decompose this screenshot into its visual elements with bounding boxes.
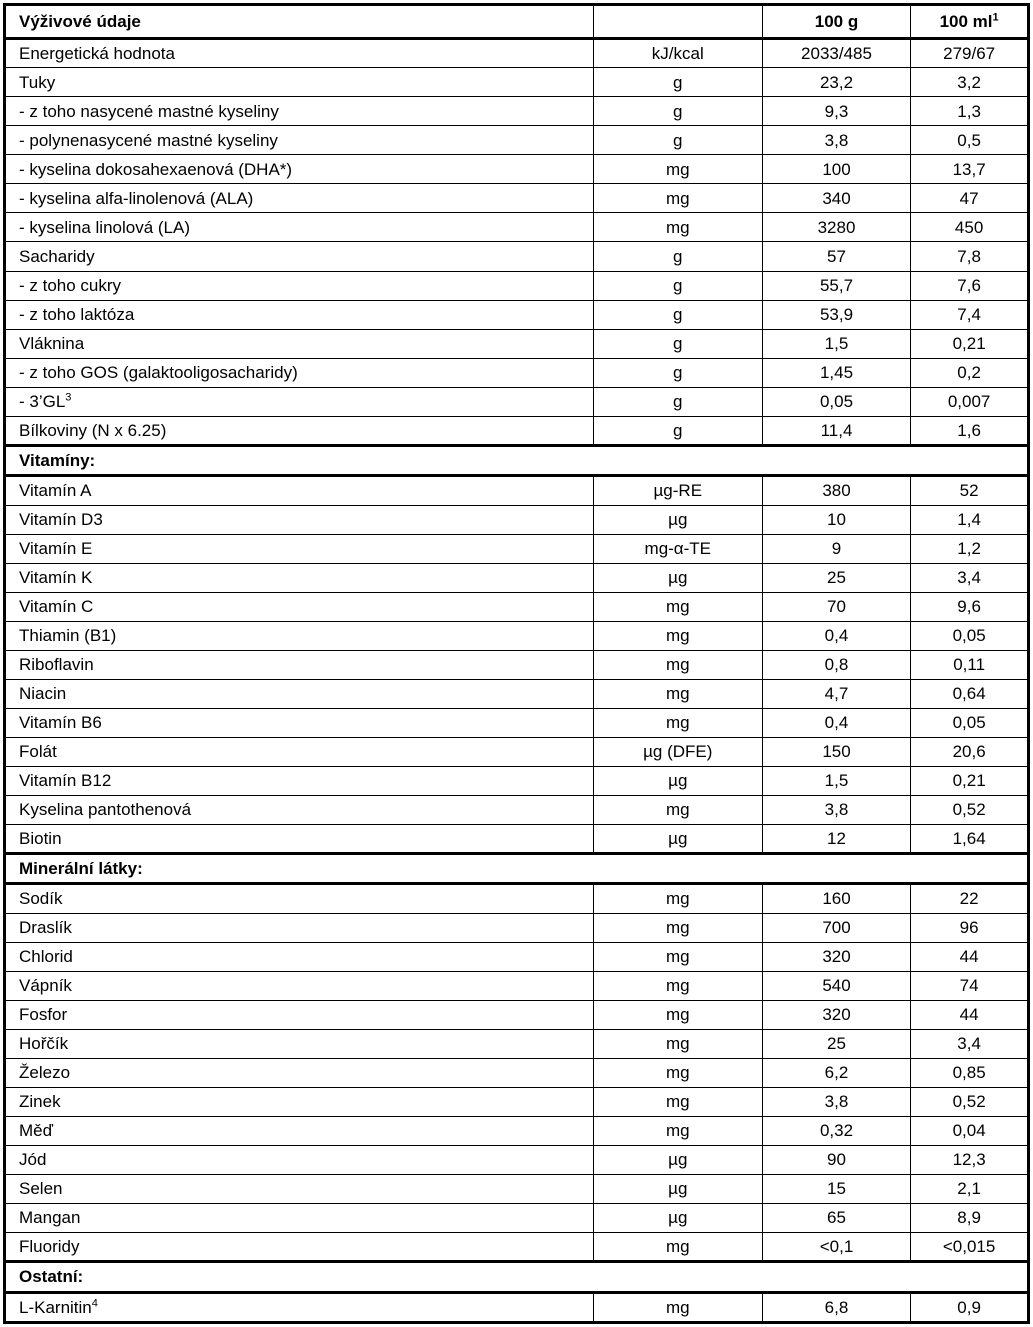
- nutrient-label: - z toho nasycené mastné kyseliny: [5, 97, 594, 126]
- unit-cell: mg: [593, 1116, 762, 1145]
- unit-cell: mg: [593, 592, 762, 621]
- unit-cell: µg-RE: [593, 476, 762, 505]
- value-100g-cell: 0,8: [762, 650, 910, 679]
- value-100ml-cell: 0,21: [911, 766, 1029, 795]
- unit-cell: mg: [593, 621, 762, 650]
- nutrient-label: - polynenasycené mastné kyseliny: [5, 126, 594, 155]
- value-100ml-cell: 0,85: [911, 1058, 1029, 1087]
- value-100ml-cell: 1,4: [911, 505, 1029, 534]
- unit-cell: g: [593, 242, 762, 271]
- nutrient-label: Riboflavin: [5, 650, 594, 679]
- table-row: [5, 766, 1029, 795]
- unit-cell: mg: [593, 795, 762, 824]
- unit-cell: mg: [593, 1058, 762, 1087]
- table-row: [5, 592, 1029, 621]
- value-100g-cell: 10: [762, 505, 910, 534]
- value-100ml-cell: 3,2: [911, 68, 1029, 97]
- value-100ml-cell: 450: [911, 213, 1029, 242]
- section-header-label: Vitamíny:: [5, 445, 1029, 475]
- nutrient-label: Fluoridy: [5, 1233, 594, 1262]
- value-100ml-cell: 0,5: [911, 126, 1029, 155]
- unit-cell: mg: [593, 1292, 762, 1322]
- value-100g-cell: 55,7: [762, 271, 910, 300]
- unit-cell: µg: [593, 1204, 762, 1233]
- table-row: [5, 708, 1029, 737]
- value-100g-cell: <0,1: [762, 1233, 910, 1262]
- unit-cell: µg (DFE): [593, 737, 762, 766]
- value-100g-cell: 15: [762, 1174, 910, 1203]
- value-100g-cell: 1,45: [762, 358, 910, 387]
- table-row: [5, 126, 1029, 155]
- section-header-row: [5, 445, 1029, 475]
- table-row: [5, 650, 1029, 679]
- unit-cell: µg: [593, 505, 762, 534]
- value-100ml-cell: 52: [911, 476, 1029, 505]
- unit-cell: mg: [593, 708, 762, 737]
- value-100ml-cell: 13,7: [911, 155, 1029, 184]
- value-100ml-cell: <0,015: [911, 1233, 1029, 1262]
- nutrient-label: Měď: [5, 1116, 594, 1145]
- value-100g-cell: 540: [762, 971, 910, 1000]
- table-row: [5, 1087, 1029, 1116]
- value-100g-cell: 380: [762, 476, 910, 505]
- value-100g-cell: 70: [762, 592, 910, 621]
- unit-cell: mg: [593, 155, 762, 184]
- table-row: [5, 563, 1029, 592]
- value-100g-cell: 0,4: [762, 708, 910, 737]
- nutrient-label: Vitamín E: [5, 534, 594, 563]
- unit-cell: mg: [593, 884, 762, 913]
- table-row: [5, 213, 1029, 242]
- table-row: [5, 1292, 1029, 1322]
- value-100ml-cell: 7,8: [911, 242, 1029, 271]
- unit-cell: mg: [593, 650, 762, 679]
- unit-cell: mg: [593, 184, 762, 213]
- column-header-100ml: [911, 5, 1029, 39]
- value-100ml-cell: 96: [911, 913, 1029, 942]
- nutrient-label: Biotin: [5, 824, 594, 853]
- unit-cell: mg: [593, 1087, 762, 1116]
- value-100g-cell: 0,32: [762, 1116, 910, 1145]
- nutrition-table-body: [5, 39, 1029, 1323]
- section-header-label: Ostatní:: [5, 1262, 1029, 1292]
- nutrient-label: Fosfor: [5, 1000, 594, 1029]
- value-100ml-cell: 0,05: [911, 621, 1029, 650]
- nutrient-label: Železo: [5, 1058, 594, 1087]
- nutrient-label: Vápník: [5, 971, 594, 1000]
- value-100g-cell: 100: [762, 155, 910, 184]
- unit-cell: mg: [593, 679, 762, 708]
- value-100g-cell: 2033/485: [762, 39, 910, 68]
- value-100g-cell: 9,3: [762, 97, 910, 126]
- table-row: [5, 679, 1029, 708]
- unit-cell: g: [593, 97, 762, 126]
- value-100ml-cell: 1,64: [911, 824, 1029, 853]
- value-100ml-cell: 1,2: [911, 534, 1029, 563]
- table-row: [5, 621, 1029, 650]
- nutrient-label: Thiamin (B1): [5, 621, 594, 650]
- value-100ml-cell: 3,4: [911, 563, 1029, 592]
- table-title: Výživové údaje: [5, 5, 594, 39]
- value-100g-cell: 320: [762, 1000, 910, 1029]
- value-100ml-cell: 1,6: [911, 416, 1029, 445]
- value-100g-cell: 53,9: [762, 300, 910, 329]
- value-100ml-cell: 22: [911, 884, 1029, 913]
- table-row: [5, 416, 1029, 445]
- nutrient-label: Sacharidy: [5, 242, 594, 271]
- nutrient-label: - kyselina dokosahexaenová (DHA*): [5, 155, 594, 184]
- table-row: [5, 358, 1029, 387]
- value-100ml-cell: 279/67: [911, 39, 1029, 68]
- nutrient-label: - z toho cukry: [5, 271, 594, 300]
- value-100g-cell: 150: [762, 737, 910, 766]
- table-row: [5, 1233, 1029, 1262]
- nutrient-label: Vitamín A: [5, 476, 594, 505]
- value-100ml-cell: 0,64: [911, 679, 1029, 708]
- unit-cell: g: [593, 358, 762, 387]
- value-100ml-cell: 0,9: [911, 1292, 1029, 1322]
- unit-cell: µg: [593, 1145, 762, 1174]
- value-100g-cell: 57: [762, 242, 910, 271]
- table-row: [5, 1174, 1029, 1203]
- nutrient-label: Kyselina pantothenová: [5, 795, 594, 824]
- value-100g-cell: 3,8: [762, 1087, 910, 1116]
- nutrient-label: L-Karnitin$^4$: [5, 1292, 594, 1322]
- table-row: [5, 271, 1029, 300]
- value-100ml-cell: 0,52: [911, 1087, 1029, 1116]
- value-100g-cell: 65: [762, 1204, 910, 1233]
- value-100g-cell: 6,2: [762, 1058, 910, 1087]
- unit-cell: mg: [593, 913, 762, 942]
- value-100ml-cell: 0,21: [911, 329, 1029, 358]
- unit-cell: mg-α-TE: [593, 534, 762, 563]
- table-row: [5, 184, 1029, 213]
- value-100g-cell: 12: [762, 824, 910, 853]
- nutrient-label: - $3’GL^3$: [5, 387, 594, 416]
- table-row: [5, 387, 1029, 416]
- value-100g-cell: 1,5: [762, 766, 910, 795]
- value-100ml-cell: 12,3: [911, 1145, 1029, 1174]
- table-row: [5, 942, 1029, 971]
- unit-cell: mg: [593, 1000, 762, 1029]
- value-100ml-cell: 7,6: [911, 271, 1029, 300]
- value-100ml-cell: 0,04: [911, 1116, 1029, 1145]
- footnote-marker-3: 3: [65, 391, 72, 404]
- table-row: [5, 242, 1029, 271]
- nutrient-label: Mangan: [5, 1204, 594, 1233]
- unit-cell: mg: [593, 213, 762, 242]
- value-100ml-cell: 2,1: [911, 1174, 1029, 1203]
- value-100ml-cell: 0,05: [911, 708, 1029, 737]
- unit-cell: µg: [593, 563, 762, 592]
- nutrient-label: Folát: [5, 737, 594, 766]
- value-100g-cell: 25: [762, 563, 910, 592]
- table-row: [5, 505, 1029, 534]
- nutrient-label: Draslík: [5, 913, 594, 942]
- table-row: [5, 795, 1029, 824]
- nutrient-label: Hořčík: [5, 1029, 594, 1058]
- nutrient-label: Jód: [5, 1145, 594, 1174]
- table-row: [5, 1058, 1029, 1087]
- value-100ml-cell: 44: [911, 1000, 1029, 1029]
- value-100ml-cell: 3,4: [911, 1029, 1029, 1058]
- nutrient-label: Bílkoviny (N x 6.25): [5, 416, 594, 445]
- table-row: [5, 1116, 1029, 1145]
- unit-cell: mg: [593, 1233, 762, 1262]
- value-100g-cell: 340: [762, 184, 910, 213]
- value-100g-cell: 25: [762, 1029, 910, 1058]
- table-row: [5, 300, 1029, 329]
- unit-cell: g: [593, 126, 762, 155]
- table-row: [5, 1000, 1029, 1029]
- value-100ml-cell: 74: [911, 971, 1029, 1000]
- value-100ml-cell: 0,007: [911, 387, 1029, 416]
- value-100ml-cell: 9,6: [911, 592, 1029, 621]
- value-100g-cell: 160: [762, 884, 910, 913]
- nutrient-label: Tuky: [5, 68, 594, 97]
- value-100ml-cell: 0,2: [911, 358, 1029, 387]
- unit-cell: mg: [593, 971, 762, 1000]
- unit-cell: kJ/kcal: [593, 39, 762, 68]
- nutrient-label: Chlorid: [5, 942, 594, 971]
- value-100g-cell: 1,5: [762, 329, 910, 358]
- nutrient-label: Vláknina: [5, 329, 594, 358]
- unit-cell: g: [593, 387, 762, 416]
- unit-cell: g: [593, 416, 762, 445]
- column-header-100ml-text: 100 ml: [939, 11, 993, 31]
- table-row: [5, 155, 1029, 184]
- table-row: [5, 1204, 1029, 1233]
- footnote-marker-4: 4: [91, 1297, 98, 1310]
- table-row: [5, 737, 1029, 766]
- nutrition-table: [3, 3, 1030, 1324]
- value-100ml-cell: 0,52: [911, 795, 1029, 824]
- unit-cell: g: [593, 68, 762, 97]
- value-100ml-cell: 44: [911, 942, 1029, 971]
- nutrient-label: - kyselina alfa-linolenová (ALA): [5, 184, 594, 213]
- nutrient-label: Vitamín K: [5, 563, 594, 592]
- table-row: [5, 1029, 1029, 1058]
- unit-cell: mg: [593, 1029, 762, 1058]
- nutrient-label: - kyselina linolová (LA): [5, 213, 594, 242]
- column-header-100g: 100 g: [762, 5, 910, 39]
- table-row: [5, 824, 1029, 853]
- unit-cell: mg: [593, 942, 762, 971]
- value-100g-cell: 3,8: [762, 126, 910, 155]
- value-100g-cell: 320: [762, 942, 910, 971]
- footnote-marker-1: 1: [992, 11, 999, 24]
- nutrient-label: Vitamín D3: [5, 505, 594, 534]
- value-100g-cell: 3280: [762, 213, 910, 242]
- value-100g-cell: 0,05: [762, 387, 910, 416]
- nutrient-label: - z toho laktóza: [5, 300, 594, 329]
- section-header-label: Minerální látky:: [5, 854, 1029, 884]
- value-100g-cell: 23,2: [762, 68, 910, 97]
- unit-cell: µg: [593, 766, 762, 795]
- column-header-unit: [593, 5, 762, 39]
- value-100ml-cell: 1,3: [911, 97, 1029, 126]
- nutrient-label: Energetická hodnota: [5, 39, 594, 68]
- nutrient-label: Vitamín B12: [5, 766, 594, 795]
- value-100ml-cell: 7,4: [911, 300, 1029, 329]
- value-100g-cell: 9: [762, 534, 910, 563]
- nutrient-label: Selen: [5, 1174, 594, 1203]
- value-100g-cell: 6,8: [762, 1292, 910, 1322]
- value-100g-cell: 3,8: [762, 795, 910, 824]
- unit-cell: g: [593, 271, 762, 300]
- value-100g-cell: 700: [762, 913, 910, 942]
- value-100g-cell: 4,7: [762, 679, 910, 708]
- nutrient-label: Zinek: [5, 1087, 594, 1116]
- table-row: [5, 913, 1029, 942]
- table-row: [5, 534, 1029, 563]
- table-row: [5, 329, 1029, 358]
- table-header-row: [5, 5, 1029, 39]
- nutrient-label: Vitamín C: [5, 592, 594, 621]
- table-row: [5, 971, 1029, 1000]
- section-header-row: [5, 854, 1029, 884]
- table-row: [5, 68, 1029, 97]
- value-100ml-cell: 20,6: [911, 737, 1029, 766]
- table-row: [5, 97, 1029, 126]
- unit-cell: g: [593, 300, 762, 329]
- nutrient-label: Sodík: [5, 884, 594, 913]
- value-100g-cell: 90: [762, 1145, 910, 1174]
- nutrient-label: - z toho GOS (galaktooligosacharidy): [5, 358, 594, 387]
- section-header-row: [5, 1262, 1029, 1292]
- value-100g-cell: 11,4: [762, 416, 910, 445]
- value-100ml-cell: 47: [911, 184, 1029, 213]
- value-100ml-cell: 0,11: [911, 650, 1029, 679]
- table-row: [5, 1145, 1029, 1174]
- table-row: [5, 39, 1029, 68]
- nutrient-label: Niacin: [5, 679, 594, 708]
- unit-cell: µg: [593, 1174, 762, 1203]
- unit-cell: µg: [593, 824, 762, 853]
- value-100g-cell: 0,4: [762, 621, 910, 650]
- table-row: [5, 884, 1029, 913]
- nutrient-label: Vitamín B6: [5, 708, 594, 737]
- table-row: [5, 476, 1029, 505]
- value-100ml-cell: 8,9: [911, 1204, 1029, 1233]
- unit-cell: g: [593, 329, 762, 358]
